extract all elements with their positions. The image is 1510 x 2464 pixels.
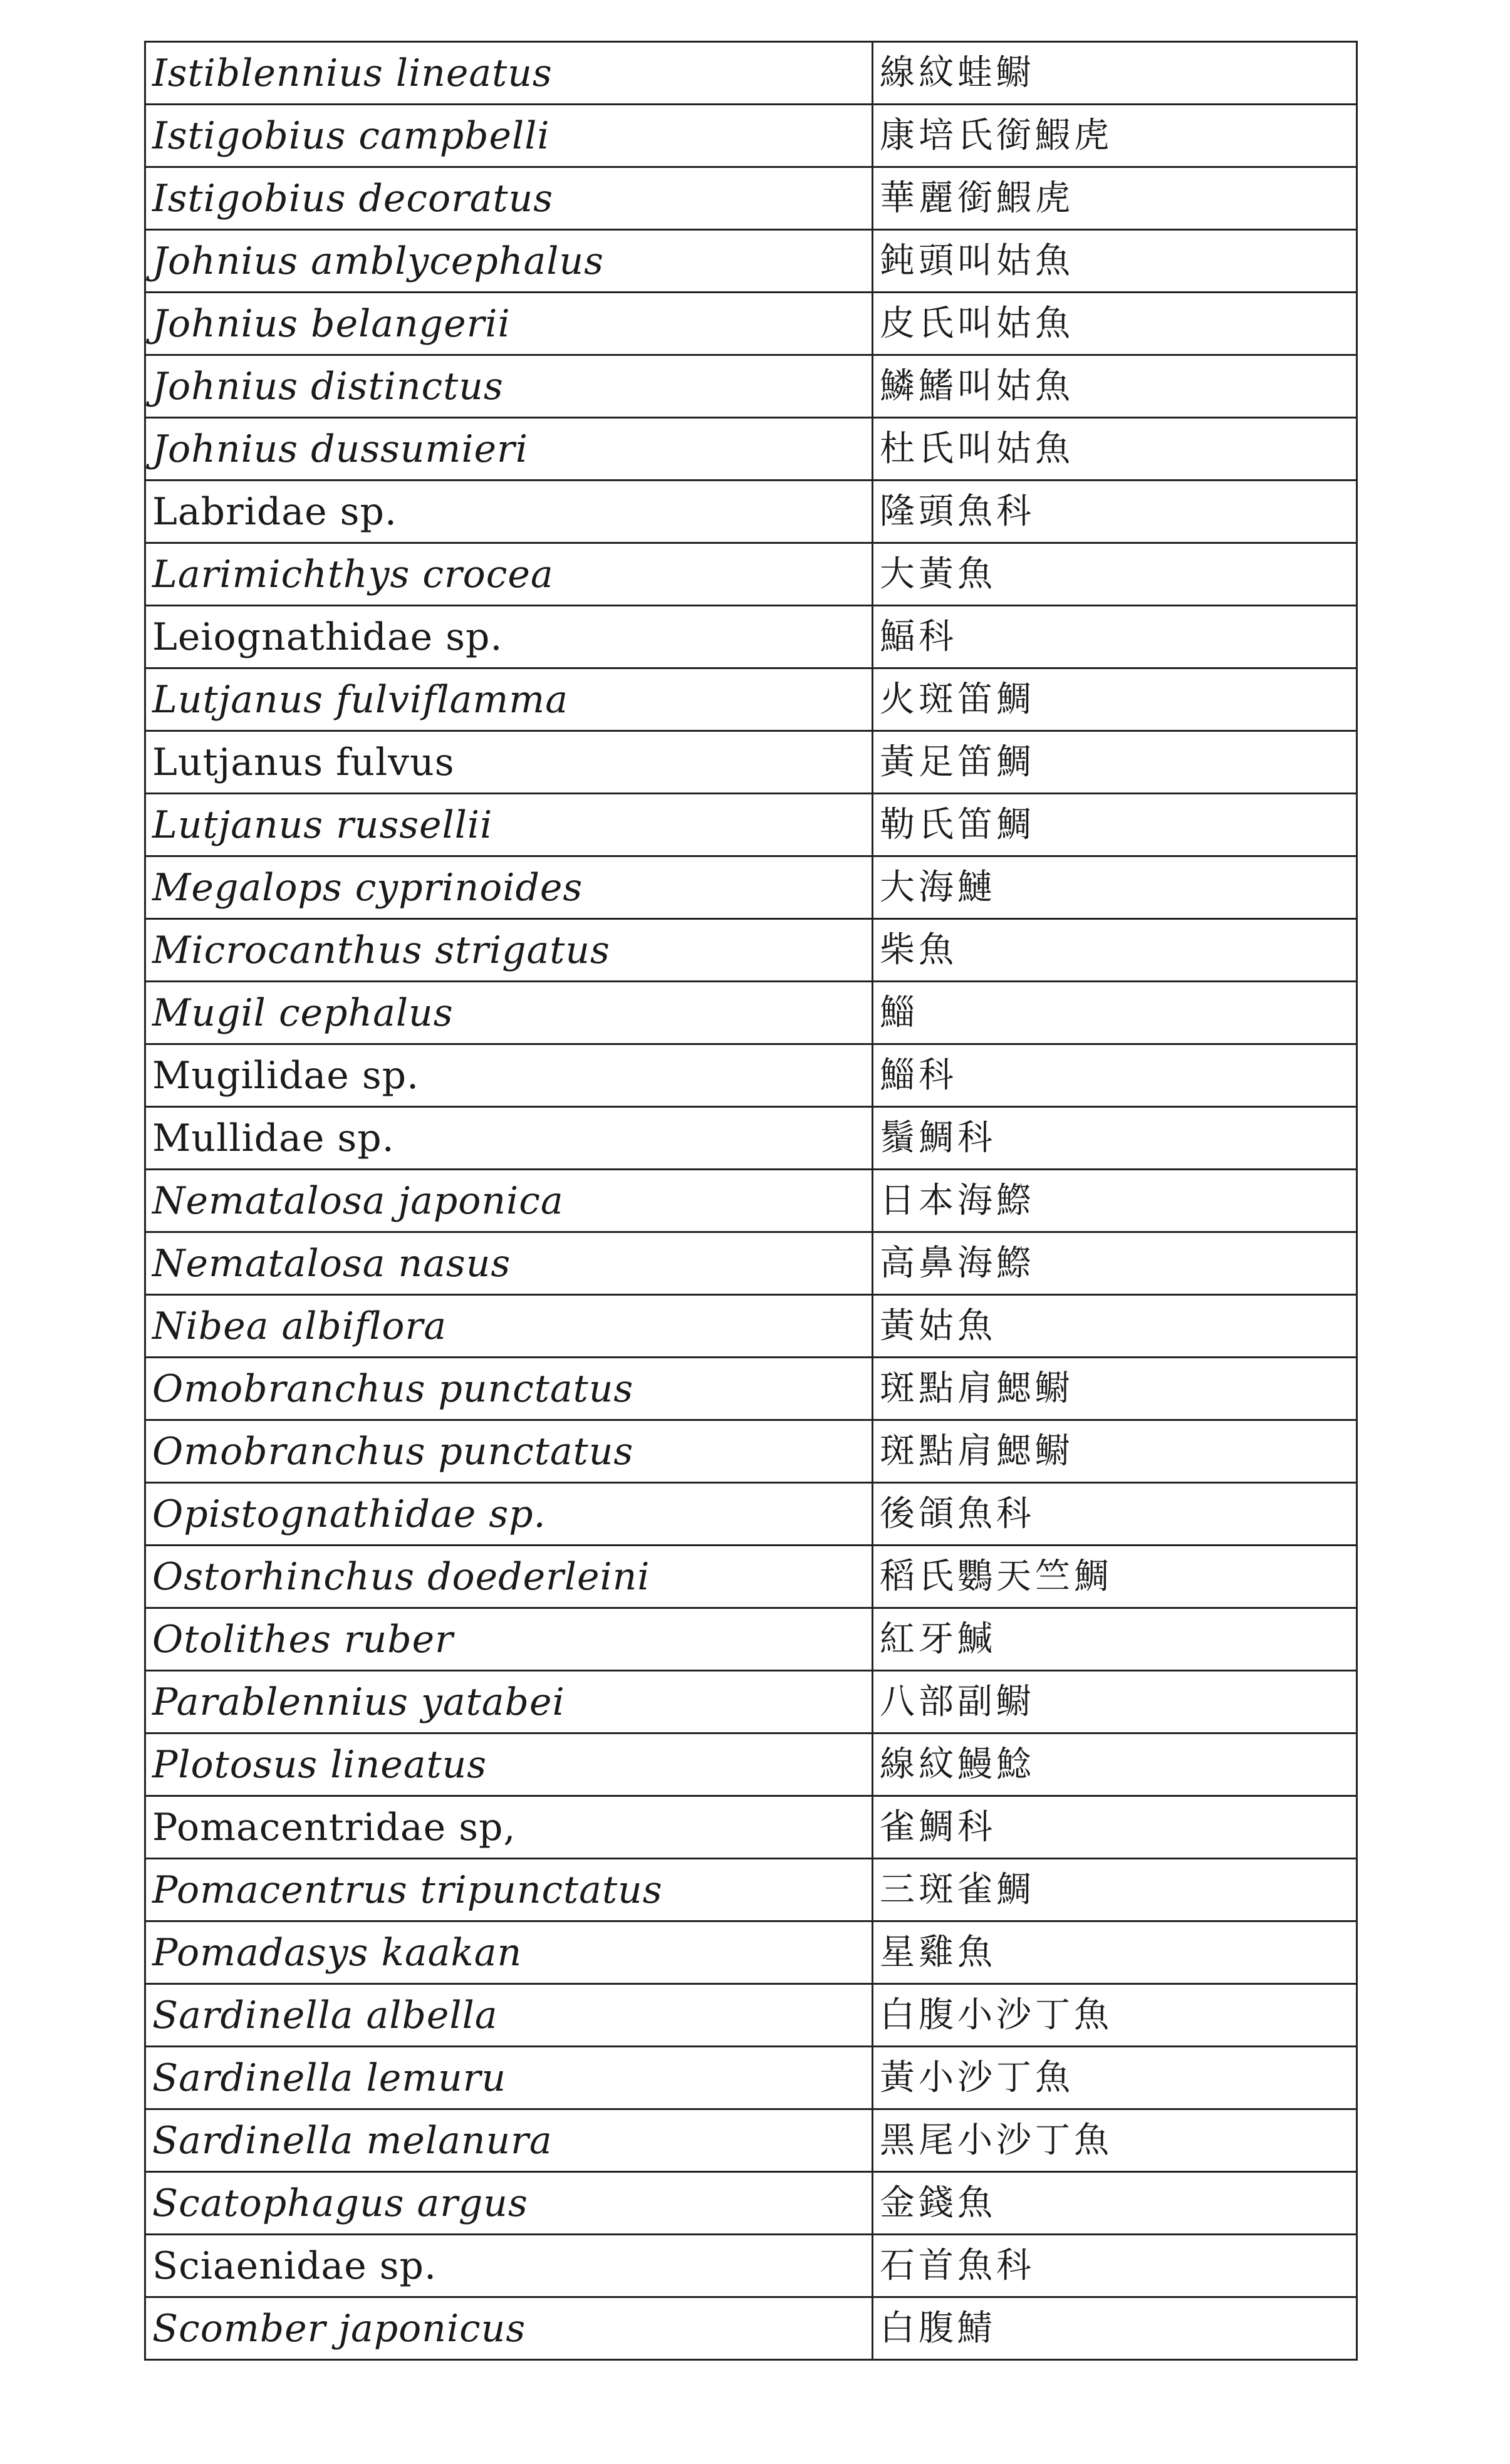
scientific-name-cell: Istiblennius lineatus: [145, 42, 873, 105]
scientific-name-cell: Sardinella albella: [145, 1984, 873, 2047]
table-row: [145, 1671, 1357, 1734]
table-row: [145, 293, 1357, 355]
species-table: [144, 41, 1358, 2361]
chinese-name-cell: 黃小沙丁魚: [873, 2047, 1357, 2109]
table-row: [145, 2172, 1357, 2235]
chinese-name-cell: 斑點肩鰓鳚: [873, 1358, 1357, 1420]
scientific-name-cell: Nematalosa nasus: [145, 1232, 873, 1295]
scientific-name-cell: Lutjanus russellii: [145, 794, 873, 856]
scientific-name-cell: Sardinella lemuru: [145, 2047, 873, 2109]
chinese-name-cell: 線紋蛙鳚: [873, 42, 1357, 105]
scientific-name-cell: Ostorhinchus doederleini: [145, 1546, 873, 1608]
chinese-name-cell: 鈍頭叫姑魚: [873, 230, 1357, 293]
scientific-name-cell: Johnius dussumieri: [145, 418, 873, 481]
table-row: [145, 606, 1357, 668]
table-row: [145, 919, 1357, 982]
scientific-name-cell: Megalops cyprinoides: [145, 856, 873, 919]
scientific-name-cell: Plotosus lineatus: [145, 1734, 873, 1796]
table-row: [145, 1483, 1357, 1546]
table-row: [145, 982, 1357, 1044]
table-row: [145, 1984, 1357, 2047]
table-row: [145, 42, 1357, 105]
scientific-name-cell: Labridae sp.: [145, 481, 873, 543]
table-row: [145, 105, 1357, 167]
table-row: [145, 856, 1357, 919]
scientific-name-cell: Sardinella melanura: [145, 2109, 873, 2172]
table-row: [145, 1358, 1357, 1420]
table-row: [145, 230, 1357, 293]
chinese-name-cell: 黃姑魚: [873, 1295, 1357, 1358]
chinese-name-cell: 斑點肩鰓鳚: [873, 1420, 1357, 1483]
table-row: [145, 794, 1357, 856]
chinese-name-cell: 後頜魚科: [873, 1483, 1357, 1546]
chinese-name-cell: 鬚鯛科: [873, 1107, 1357, 1170]
scientific-name-cell: Opistognathidae sp.: [145, 1483, 873, 1546]
table-row: [145, 1796, 1357, 1859]
scientific-name-cell: Johnius belangerii: [145, 293, 873, 355]
table-row: [145, 2235, 1357, 2297]
chinese-name-cell: 黃足笛鯛: [873, 731, 1357, 794]
scientific-name-cell: Istigobius decoratus: [145, 167, 873, 230]
chinese-name-cell: 雀鯛科: [873, 1796, 1357, 1859]
chinese-name-cell: 八部副鳚: [873, 1671, 1357, 1734]
scientific-name-cell: Parablennius yatabei: [145, 1671, 873, 1734]
table-row: [145, 1921, 1357, 1984]
table-row: [145, 2297, 1357, 2360]
table-row: [145, 2047, 1357, 2109]
chinese-name-cell: 線紋鰻鯰: [873, 1734, 1357, 1796]
table-row: [145, 418, 1357, 481]
chinese-name-cell: 火斑笛鯛: [873, 668, 1357, 731]
scientific-name-cell: Omobranchus punctatus: [145, 1358, 873, 1420]
scientific-name-cell: Scatophagus argus: [145, 2172, 873, 2235]
chinese-name-cell: 大海鰱: [873, 856, 1357, 919]
scientific-name-cell: Leiognathidae sp.: [145, 606, 873, 668]
scientific-name-cell: Sciaenidae sp.: [145, 2235, 873, 2297]
chinese-name-cell: 石首魚科: [873, 2235, 1357, 2297]
chinese-name-cell: 華麗銜鰕虎: [873, 167, 1357, 230]
chinese-name-cell: 柴魚: [873, 919, 1357, 982]
chinese-name-cell: 白腹小沙丁魚: [873, 1984, 1357, 2047]
scientific-name-cell: Mugil cephalus: [145, 982, 873, 1044]
scientific-name-cell: Pomadasys kaakan: [145, 1921, 873, 1984]
table-row: [145, 1546, 1357, 1608]
chinese-name-cell: 鱗鰭叫姑魚: [873, 355, 1357, 418]
table-row: [145, 1420, 1357, 1483]
table-row: [145, 167, 1357, 230]
scientific-name-cell: Pomacentrus tripunctatus: [145, 1859, 873, 1921]
chinese-name-cell: 鯔科: [873, 1044, 1357, 1107]
scientific-name-cell: Johnius distinctus: [145, 355, 873, 418]
chinese-name-cell: 高鼻海鰶: [873, 1232, 1357, 1295]
table-row: [145, 481, 1357, 543]
chinese-name-cell: 鰏科: [873, 606, 1357, 668]
scientific-name-cell: Nematalosa japonica: [145, 1170, 873, 1232]
chinese-name-cell: 金錢魚: [873, 2172, 1357, 2235]
table-row: [145, 1608, 1357, 1671]
scientific-name-cell: Lutjanus fulvus: [145, 731, 873, 794]
chinese-name-cell: 康培氏銜鰕虎: [873, 105, 1357, 167]
chinese-name-cell: 稻氏鸚天竺鯛: [873, 1546, 1357, 1608]
scientific-name-cell: Mugilidae sp.: [145, 1044, 873, 1107]
table-row: [145, 543, 1357, 606]
table-row: [145, 355, 1357, 418]
scientific-name-cell: Nibea albiflora: [145, 1295, 873, 1358]
table-row: [145, 2109, 1357, 2172]
table-row: [145, 731, 1357, 794]
scientific-name-cell: Istigobius campbelli: [145, 105, 873, 167]
chinese-name-cell: 隆頭魚科: [873, 481, 1357, 543]
table-row: [145, 1170, 1357, 1232]
chinese-name-cell: 鯔: [873, 982, 1357, 1044]
chinese-name-cell: 紅牙鰔: [873, 1608, 1357, 1671]
chinese-name-cell: 杜氏叫姑魚: [873, 418, 1357, 481]
table-row: [145, 1232, 1357, 1295]
table-row: [145, 1107, 1357, 1170]
table-row: [145, 1859, 1357, 1921]
chinese-name-cell: 星雞魚: [873, 1921, 1357, 1984]
scientific-name-cell: Pomacentridae sp,: [145, 1796, 873, 1859]
scientific-name-cell: Johnius amblycephalus: [145, 230, 873, 293]
scientific-name-cell: Larimichthys crocea: [145, 543, 873, 606]
chinese-name-cell: 日本海鰶: [873, 1170, 1357, 1232]
table-row: [145, 668, 1357, 731]
chinese-name-cell: 勒氏笛鯛: [873, 794, 1357, 856]
scientific-name-cell: Mullidae sp.: [145, 1107, 873, 1170]
table-row: [145, 1734, 1357, 1796]
scientific-name-cell: Lutjanus fulviflamma: [145, 668, 873, 731]
chinese-name-cell: 大黃魚: [873, 543, 1357, 606]
table-row: [145, 1295, 1357, 1358]
scientific-name-cell: Scomber japonicus: [145, 2297, 873, 2360]
scientific-name-cell: Microcanthus strigatus: [145, 919, 873, 982]
scientific-name-cell: Otolithes ruber: [145, 1608, 873, 1671]
table-row: [145, 1044, 1357, 1107]
scientific-name-cell: Omobranchus punctatus: [145, 1420, 873, 1483]
species-table-body: [145, 42, 1357, 2360]
chinese-name-cell: 皮氏叫姑魚: [873, 293, 1357, 355]
chinese-name-cell: 白腹鯖: [873, 2297, 1357, 2360]
chinese-name-cell: 三斑雀鯛: [873, 1859, 1357, 1921]
chinese-name-cell: 黑尾小沙丁魚: [873, 2109, 1357, 2172]
